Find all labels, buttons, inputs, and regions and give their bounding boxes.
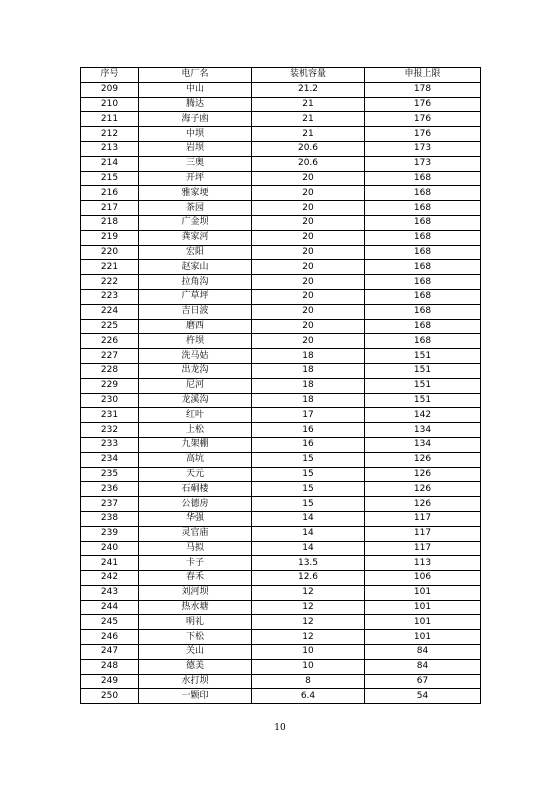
cell-serial-number: 214 xyxy=(81,156,139,171)
cell-serial-number: 248 xyxy=(81,659,139,674)
cell-serial-number: 241 xyxy=(81,556,139,571)
cell-installed-capacity: 20 xyxy=(252,201,365,216)
cell-serial-number: 224 xyxy=(81,304,139,319)
cell-installed-capacity: 10 xyxy=(252,659,365,674)
cell-declared-limit: 168 xyxy=(365,275,481,290)
cell-installed-capacity: 20 xyxy=(252,260,365,275)
cell-declared-limit: 168 xyxy=(365,245,481,260)
cell-plant-name: 关山 xyxy=(139,645,252,660)
cell-plant-name: 洗马姑 xyxy=(139,349,252,364)
cell-plant-name: 拉角沟 xyxy=(139,275,252,290)
cell-plant-name: 春禾 xyxy=(139,571,252,586)
cell-plant-name: 海子凼 xyxy=(139,112,252,127)
cell-serial-number: 229 xyxy=(81,378,139,393)
cell-serial-number: 219 xyxy=(81,230,139,245)
cell-serial-number: 210 xyxy=(81,97,139,112)
cell-declared-limit: 168 xyxy=(365,260,481,275)
cell-serial-number: 215 xyxy=(81,171,139,186)
cell-installed-capacity: 6.4 xyxy=(252,689,365,704)
cell-declared-limit: 117 xyxy=(365,511,481,526)
cell-serial-number: 227 xyxy=(81,349,139,364)
cell-installed-capacity: 14 xyxy=(252,541,365,556)
table-row xyxy=(81,171,481,186)
cell-declared-limit: 151 xyxy=(365,349,481,364)
cell-installed-capacity: 20 xyxy=(252,304,365,319)
cell-plant-name: 龚家河 xyxy=(139,230,252,245)
cell-serial-number: 236 xyxy=(81,482,139,497)
cell-declared-limit: 168 xyxy=(365,319,481,334)
cell-installed-capacity: 21 xyxy=(252,112,365,127)
cell-serial-number: 209 xyxy=(81,82,139,97)
cell-declared-limit: 106 xyxy=(365,571,481,586)
cell-serial-number: 213 xyxy=(81,141,139,156)
cell-serial-number: 237 xyxy=(81,497,139,512)
cell-plant-name: 高坑 xyxy=(139,452,252,467)
table-row xyxy=(81,482,481,497)
cell-serial-number: 233 xyxy=(81,437,139,452)
table-row xyxy=(81,497,481,512)
table-row xyxy=(81,689,481,704)
cell-installed-capacity: 20 xyxy=(252,289,365,304)
cell-declared-limit: 168 xyxy=(365,171,481,186)
cell-declared-limit: 101 xyxy=(365,585,481,600)
table-row xyxy=(81,82,481,97)
cell-installed-capacity: 15 xyxy=(252,452,365,467)
table-row xyxy=(81,585,481,600)
cell-installed-capacity: 15 xyxy=(252,497,365,512)
cell-serial-number: 244 xyxy=(81,600,139,615)
cell-plant-name: 中坝 xyxy=(139,127,252,142)
cell-installed-capacity: 21.2 xyxy=(252,82,365,97)
cell-declared-limit: 117 xyxy=(365,541,481,556)
cell-plant-name: 上松 xyxy=(139,423,252,438)
cell-serial-number: 247 xyxy=(81,645,139,660)
cell-installed-capacity: 15 xyxy=(252,467,365,482)
cell-serial-number: 238 xyxy=(81,511,139,526)
cell-installed-capacity: 18 xyxy=(252,349,365,364)
cell-serial-number: 226 xyxy=(81,334,139,349)
cell-plant-name: 广金坝 xyxy=(139,215,252,230)
table-row xyxy=(81,319,481,334)
cell-declared-limit: 84 xyxy=(365,659,481,674)
cell-declared-limit: 126 xyxy=(365,452,481,467)
cell-plant-name: 马拟 xyxy=(139,541,252,556)
cell-plant-name: 三奥 xyxy=(139,156,252,171)
cell-declared-limit: 176 xyxy=(365,97,481,112)
cell-declared-limit: 113 xyxy=(365,556,481,571)
cell-serial-number: 243 xyxy=(81,585,139,600)
table-row xyxy=(81,526,481,541)
cell-plant-name: 公德房 xyxy=(139,497,252,512)
cell-installed-capacity: 20 xyxy=(252,245,365,260)
cell-serial-number: 220 xyxy=(81,245,139,260)
cell-installed-capacity: 18 xyxy=(252,363,365,378)
cell-plant-name: 出龙沟 xyxy=(139,363,252,378)
table-row xyxy=(81,349,481,364)
cell-installed-capacity: 12 xyxy=(252,600,365,615)
table-row xyxy=(81,378,481,393)
cell-installed-capacity: 12 xyxy=(252,615,365,630)
cell-serial-number: 212 xyxy=(81,127,139,142)
cell-declared-limit: 84 xyxy=(365,645,481,660)
cell-plant-name: 下松 xyxy=(139,630,252,645)
page-number: 10 xyxy=(274,723,286,733)
cell-serial-number: 235 xyxy=(81,467,139,482)
table-row xyxy=(81,141,481,156)
cell-plant-name: 水打坝 xyxy=(139,674,252,689)
table-row xyxy=(81,393,481,408)
table-row xyxy=(81,423,481,438)
cell-installed-capacity: 20 xyxy=(252,334,365,349)
cell-installed-capacity: 17 xyxy=(252,408,365,423)
table-header-row xyxy=(81,68,481,83)
cell-serial-number: 239 xyxy=(81,526,139,541)
table-row xyxy=(81,541,481,556)
header-installed-capacity: 装机容量 xyxy=(252,68,365,83)
cell-installed-capacity: 8 xyxy=(252,674,365,689)
cell-serial-number: 250 xyxy=(81,689,139,704)
cell-plant-name: 龙溪沟 xyxy=(139,393,252,408)
cell-plant-name: 中山 xyxy=(139,82,252,97)
cell-serial-number: 245 xyxy=(81,615,139,630)
table-row xyxy=(81,245,481,260)
cell-declared-limit: 173 xyxy=(365,156,481,171)
table-row xyxy=(81,334,481,349)
cell-serial-number: 211 xyxy=(81,112,139,127)
cell-installed-capacity: 16 xyxy=(252,423,365,438)
table-row xyxy=(81,201,481,216)
cell-declared-limit: 126 xyxy=(365,467,481,482)
cell-declared-limit: 101 xyxy=(365,630,481,645)
cell-declared-limit: 168 xyxy=(365,334,481,349)
cell-installed-capacity: 20 xyxy=(252,186,365,201)
cell-declared-limit: 142 xyxy=(365,408,481,423)
table-row xyxy=(81,556,481,571)
table-row xyxy=(81,511,481,526)
cell-installed-capacity: 18 xyxy=(252,393,365,408)
cell-declared-limit: 176 xyxy=(365,112,481,127)
cell-plant-name: 磨西 xyxy=(139,319,252,334)
cell-serial-number: 240 xyxy=(81,541,139,556)
cell-plant-name: 开坪 xyxy=(139,171,252,186)
table-row xyxy=(81,571,481,586)
cell-serial-number: 223 xyxy=(81,289,139,304)
table-row xyxy=(81,97,481,112)
cell-installed-capacity: 20.6 xyxy=(252,156,365,171)
cell-serial-number: 249 xyxy=(81,674,139,689)
table-row xyxy=(81,112,481,127)
table-row xyxy=(81,600,481,615)
cell-plant-name: 岩坝 xyxy=(139,141,252,156)
cell-declared-limit: 117 xyxy=(365,526,481,541)
table-row xyxy=(81,260,481,275)
cell-declared-limit: 151 xyxy=(365,363,481,378)
cell-plant-name: 热水塘 xyxy=(139,600,252,615)
cell-serial-number: 232 xyxy=(81,423,139,438)
cell-declared-limit: 176 xyxy=(365,127,481,142)
header-declared-limit: 申报上限 xyxy=(365,68,481,83)
cell-installed-capacity: 21 xyxy=(252,127,365,142)
table-row xyxy=(81,408,481,423)
table-row xyxy=(81,275,481,290)
table-row xyxy=(81,645,481,660)
cell-declared-limit: 168 xyxy=(365,201,481,216)
cell-declared-limit: 173 xyxy=(365,141,481,156)
cell-declared-limit: 134 xyxy=(365,423,481,438)
cell-serial-number: 228 xyxy=(81,363,139,378)
table-row xyxy=(81,674,481,689)
cell-installed-capacity: 15 xyxy=(252,482,365,497)
cell-installed-capacity: 20 xyxy=(252,215,365,230)
cell-installed-capacity: 12 xyxy=(252,585,365,600)
cell-plant-name: 茶园 xyxy=(139,201,252,216)
cell-plant-name: 德美 xyxy=(139,659,252,674)
cell-serial-number: 242 xyxy=(81,571,139,586)
cell-serial-number: 234 xyxy=(81,452,139,467)
cell-declared-limit: 101 xyxy=(365,600,481,615)
table-row xyxy=(81,615,481,630)
cell-declared-limit: 134 xyxy=(365,437,481,452)
table-row xyxy=(81,659,481,674)
cell-declared-limit: 178 xyxy=(365,82,481,97)
cell-plant-name: 九架棚 xyxy=(139,437,252,452)
cell-declared-limit: 168 xyxy=(365,186,481,201)
cell-serial-number: 218 xyxy=(81,215,139,230)
table-body xyxy=(81,82,481,703)
cell-installed-capacity: 20 xyxy=(252,275,365,290)
cell-plant-name: 红叶 xyxy=(139,408,252,423)
cell-serial-number: 221 xyxy=(81,260,139,275)
table-row xyxy=(81,363,481,378)
cell-serial-number: 216 xyxy=(81,186,139,201)
cell-serial-number: 231 xyxy=(81,408,139,423)
cell-plant-name: 广草坪 xyxy=(139,289,252,304)
cell-plant-name: 杵坝 xyxy=(139,334,252,349)
cell-installed-capacity: 18 xyxy=(252,378,365,393)
cell-installed-capacity: 20 xyxy=(252,171,365,186)
cell-installed-capacity: 12 xyxy=(252,630,365,645)
cell-declared-limit: 126 xyxy=(365,482,481,497)
cell-installed-capacity: 14 xyxy=(252,511,365,526)
table-row xyxy=(81,304,481,319)
cell-installed-capacity: 20.6 xyxy=(252,141,365,156)
cell-declared-limit: 168 xyxy=(365,289,481,304)
table-row xyxy=(81,186,481,201)
cell-plant-name: 华强 xyxy=(139,511,252,526)
cell-plant-name: 一颗印 xyxy=(139,689,252,704)
cell-installed-capacity: 12.6 xyxy=(252,571,365,586)
cell-plant-name: 腾达 xyxy=(139,97,252,112)
table-row xyxy=(81,437,481,452)
table-row xyxy=(81,452,481,467)
cell-installed-capacity: 20 xyxy=(252,230,365,245)
table-row xyxy=(81,156,481,171)
cell-plant-name: 灵官庙 xyxy=(139,526,252,541)
cell-plant-name: 尼河 xyxy=(139,378,252,393)
table-row xyxy=(81,630,481,645)
cell-declared-limit: 126 xyxy=(365,497,481,512)
cell-declared-limit: 168 xyxy=(365,215,481,230)
cell-installed-capacity: 16 xyxy=(252,437,365,452)
cell-installed-capacity: 10 xyxy=(252,645,365,660)
power-plant-table xyxy=(80,67,481,704)
header-serial-number: 序号 xyxy=(81,68,139,83)
cell-plant-name: 吉日波 xyxy=(139,304,252,319)
cell-installed-capacity: 20 xyxy=(252,319,365,334)
cell-declared-limit: 54 xyxy=(365,689,481,704)
cell-plant-name: 明礼 xyxy=(139,615,252,630)
cell-declared-limit: 151 xyxy=(365,378,481,393)
cell-installed-capacity: 13.5 xyxy=(252,556,365,571)
cell-plant-name: 卡子 xyxy=(139,556,252,571)
cell-plant-name: 雅家埂 xyxy=(139,186,252,201)
cell-serial-number: 222 xyxy=(81,275,139,290)
cell-serial-number: 217 xyxy=(81,201,139,216)
cell-declared-limit: 168 xyxy=(365,304,481,319)
cell-serial-number: 225 xyxy=(81,319,139,334)
cell-plant-name: 刘河坝 xyxy=(139,585,252,600)
table-row xyxy=(81,230,481,245)
cell-serial-number: 230 xyxy=(81,393,139,408)
cell-installed-capacity: 21 xyxy=(252,97,365,112)
cell-declared-limit: 151 xyxy=(365,393,481,408)
table-row xyxy=(81,215,481,230)
cell-plant-name: 天元 xyxy=(139,467,252,482)
table-row xyxy=(81,289,481,304)
cell-declared-limit: 101 xyxy=(365,615,481,630)
header-plant-name: 电厂名 xyxy=(139,68,252,83)
table-row xyxy=(81,467,481,482)
cell-plant-name: 赵家山 xyxy=(139,260,252,275)
cell-serial-number: 246 xyxy=(81,630,139,645)
cell-installed-capacity: 14 xyxy=(252,526,365,541)
cell-plant-name: 石硐楼 xyxy=(139,482,252,497)
cell-plant-name: 宏阳 xyxy=(139,245,252,260)
cell-declared-limit: 168 xyxy=(365,230,481,245)
cell-declared-limit: 67 xyxy=(365,674,481,689)
table-row xyxy=(81,127,481,142)
